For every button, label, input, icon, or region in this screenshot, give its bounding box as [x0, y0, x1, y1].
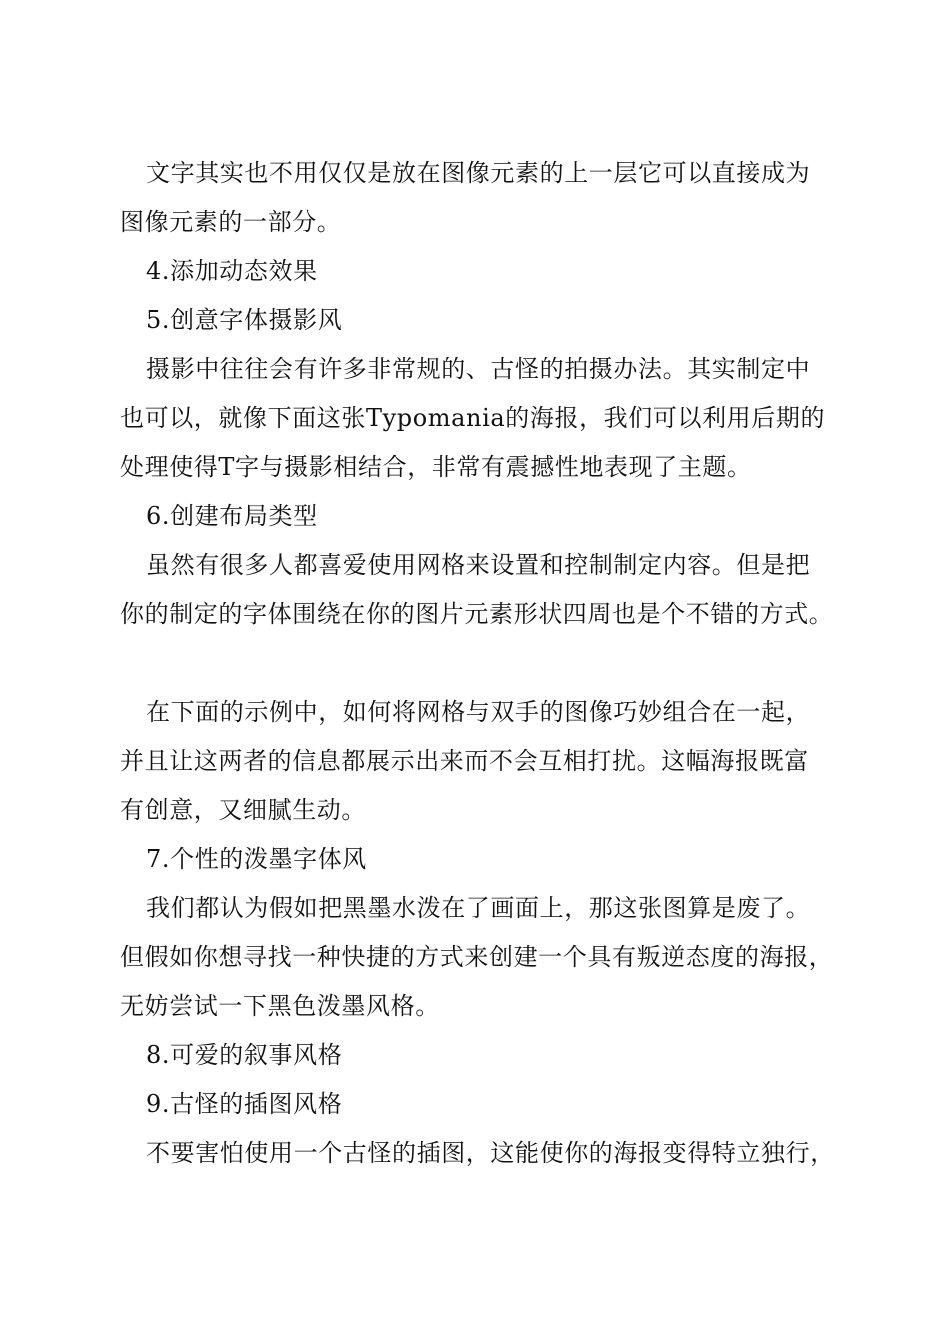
paragraph-line: 虽然有很多人都喜爱使用网格来设置和控制制定内容。但是把 [146, 551, 811, 579]
paragraph-line: 你的制定的字体围绕在你的图片元素形状四周也是个不错的方式。 [120, 600, 834, 628]
section-heading: 9.古怪的插图风格 [146, 1090, 343, 1118]
section-heading: 6.创建布局类型 [146, 502, 318, 530]
paragraph-line: 有创意，又细腻生动。 [120, 796, 366, 824]
document-body [120, 149, 842, 1178]
paragraph-line: 处理使得T字与摄影相结合，非常有震撼性地表现了主题。 [120, 453, 752, 481]
section-heading: 5.创意字体摄影风 [146, 306, 343, 334]
section-heading: 4.添加动态效果 [146, 257, 318, 285]
section-heading: 8.可爱的叙事风格 [146, 1041, 343, 1069]
paragraph-line: 摄影中往往会有许多非常规的、古怪的拍摄办法。其实制定中 [146, 355, 811, 383]
paragraph-line: 文字其实也不用仅仅是放在图像元素的上一层它可以直接成为 [146, 159, 811, 187]
paragraph-line: 也可以，就像下面这张Typomania的海报，我们可以利用后期的 [120, 404, 826, 432]
paragraph-line: 无妨尝试一下黑色泼墨风格。 [120, 992, 440, 1020]
paragraph-line: 我们都认为假如把黑墨水泼在了画面上，那这张图算是废了。 [146, 894, 811, 922]
paragraph-line: 不要害怕使用一个古怪的插图，这能使你的海报变得特立独行， [146, 1139, 835, 1167]
paragraph-line: 但假如你想寻找一种快捷的方式来创建一个具有叛逆态度的海报， [120, 943, 834, 971]
paragraph-spacer [120, 639, 842, 688]
section-heading: 7.个性的泼墨字体风 [146, 845, 367, 873]
paragraph-line: 图像元素的一部分。 [120, 208, 342, 236]
paragraph-line: 并且让这两者的信息都展示出来而不会互相打扰。这幅海报既富 [120, 747, 809, 775]
paragraph-line: 在下面的示例中，如何将网格与双手的图像巧妙组合在一起， [146, 698, 811, 726]
